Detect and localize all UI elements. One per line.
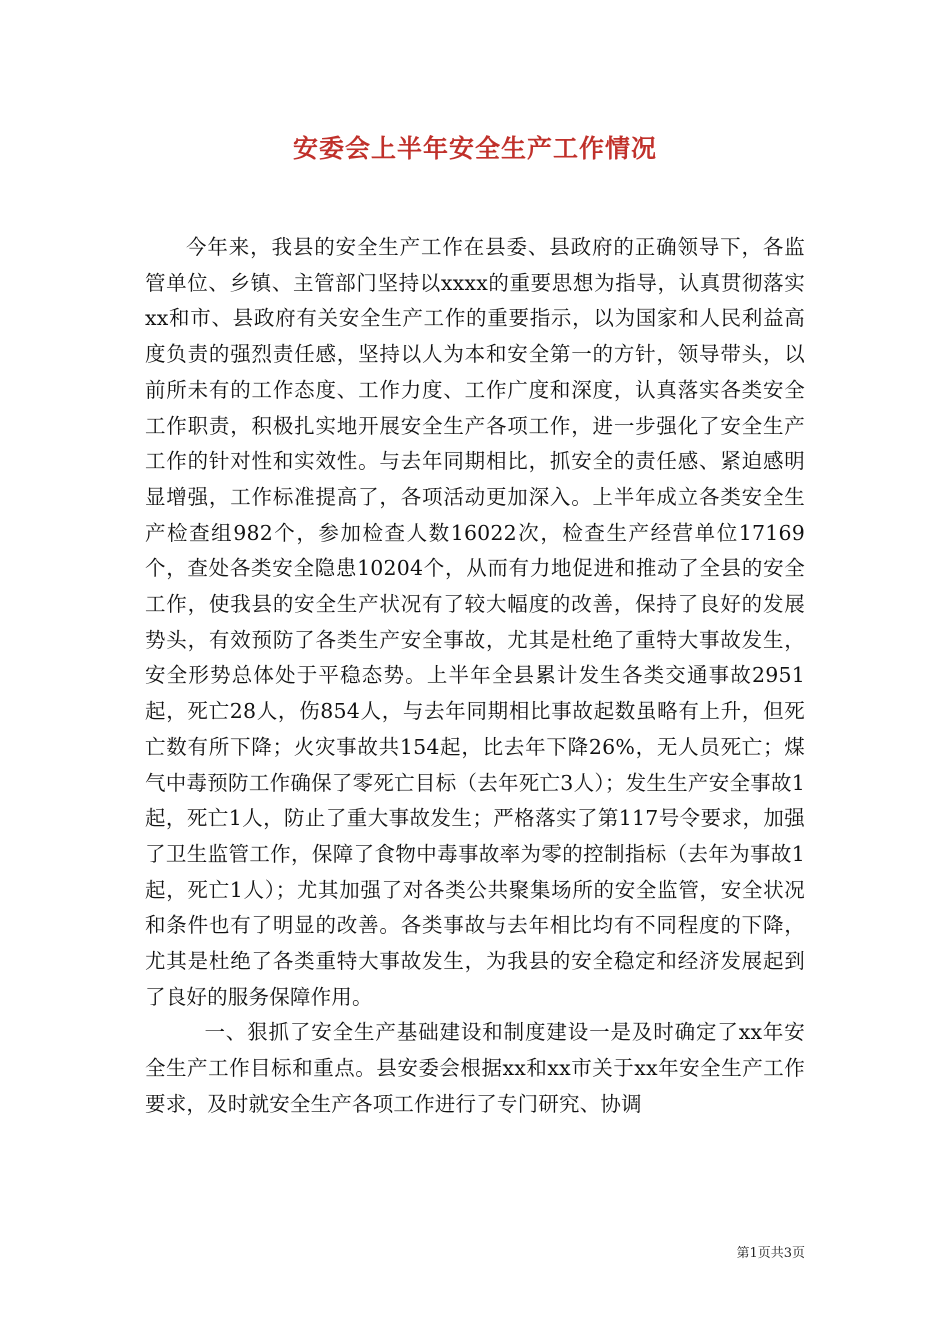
document-title: 安委会上半年安全生产工作情况 [292, 134, 657, 163]
body-paragraph-section-one: 一、狠抓了安全生产基础建设和制度建设一是及时确定了xx年安全生产工作目标和重点。县安委会根据xx和xx市关于xx年安全生产工作要求，及时就安全生产各项工作进行了专门研究、协调 [145, 1020, 805, 1116]
document-body [145, 230, 805, 1123]
body-paragraph-intro: 今年来，我县的安全生产工作在县委、县政府的正确领导下，各监管单位、乡镇、主管部门坚持以xxxx的重要思想为指导，认真贯彻落实xx和市、县政府有关安全生产工作的重要指示，以为国家和人民利益高度负责的强烈责任感，坚持以人为本和安全第一的方针，领导带头，以前所未有的工作态度、工作力度、工作广度和深度，认真落实各类安全工作职责，积极扎实地开展安全生产各项工作，进一步强化了安全生产工作的针对性和实效性。与去年同期相比，抓安全的责任感、紧迫感明显增强，工作标准提高了，各项活动更加深入。上半年成立各类安全生产检查组982个，参加检查人数16022次，检查生产经营单位17169个，查处各类安全隐患10204个，从而有力地促进和推动了全县的安全工作，使我县的安全生产状况有了较大幅度的改善，保持了良好的发展势头，有效预防了各类生产安全事故，尤其是杜绝了重特大事故发生，安全形势总体处于平稳态势。上半年全县累计发生各类交通事故2951起，死亡28人，伤854人，与去年同期相比事故起数虽略有上升，但死亡数有所下降；火灾事故共154起，比去年下降26%，无人员死亡；煤气中毒预防工作确保了零死亡目标（去年死亡3人）；发生生产安全事故1起，死亡1人，防止了重大事故发生；严格落实了第117号令要求，加强了卫生监管工作，保障了食物中毒事故率为零的控制指标（去年为事故1起，死亡1人）；尤其加强了对各类公共聚集场所的安全监管，安全状况和条件也有了明显的改善。各类事故与去年相比均有不同程度的下降，尤其是杜绝了各类重特大事故发生，为我县的安全稳定和经济发展起到了良好的服务保障作用。 [145, 235, 805, 1009]
page-number-footer: 第1页共3页 [736, 1246, 805, 1261]
